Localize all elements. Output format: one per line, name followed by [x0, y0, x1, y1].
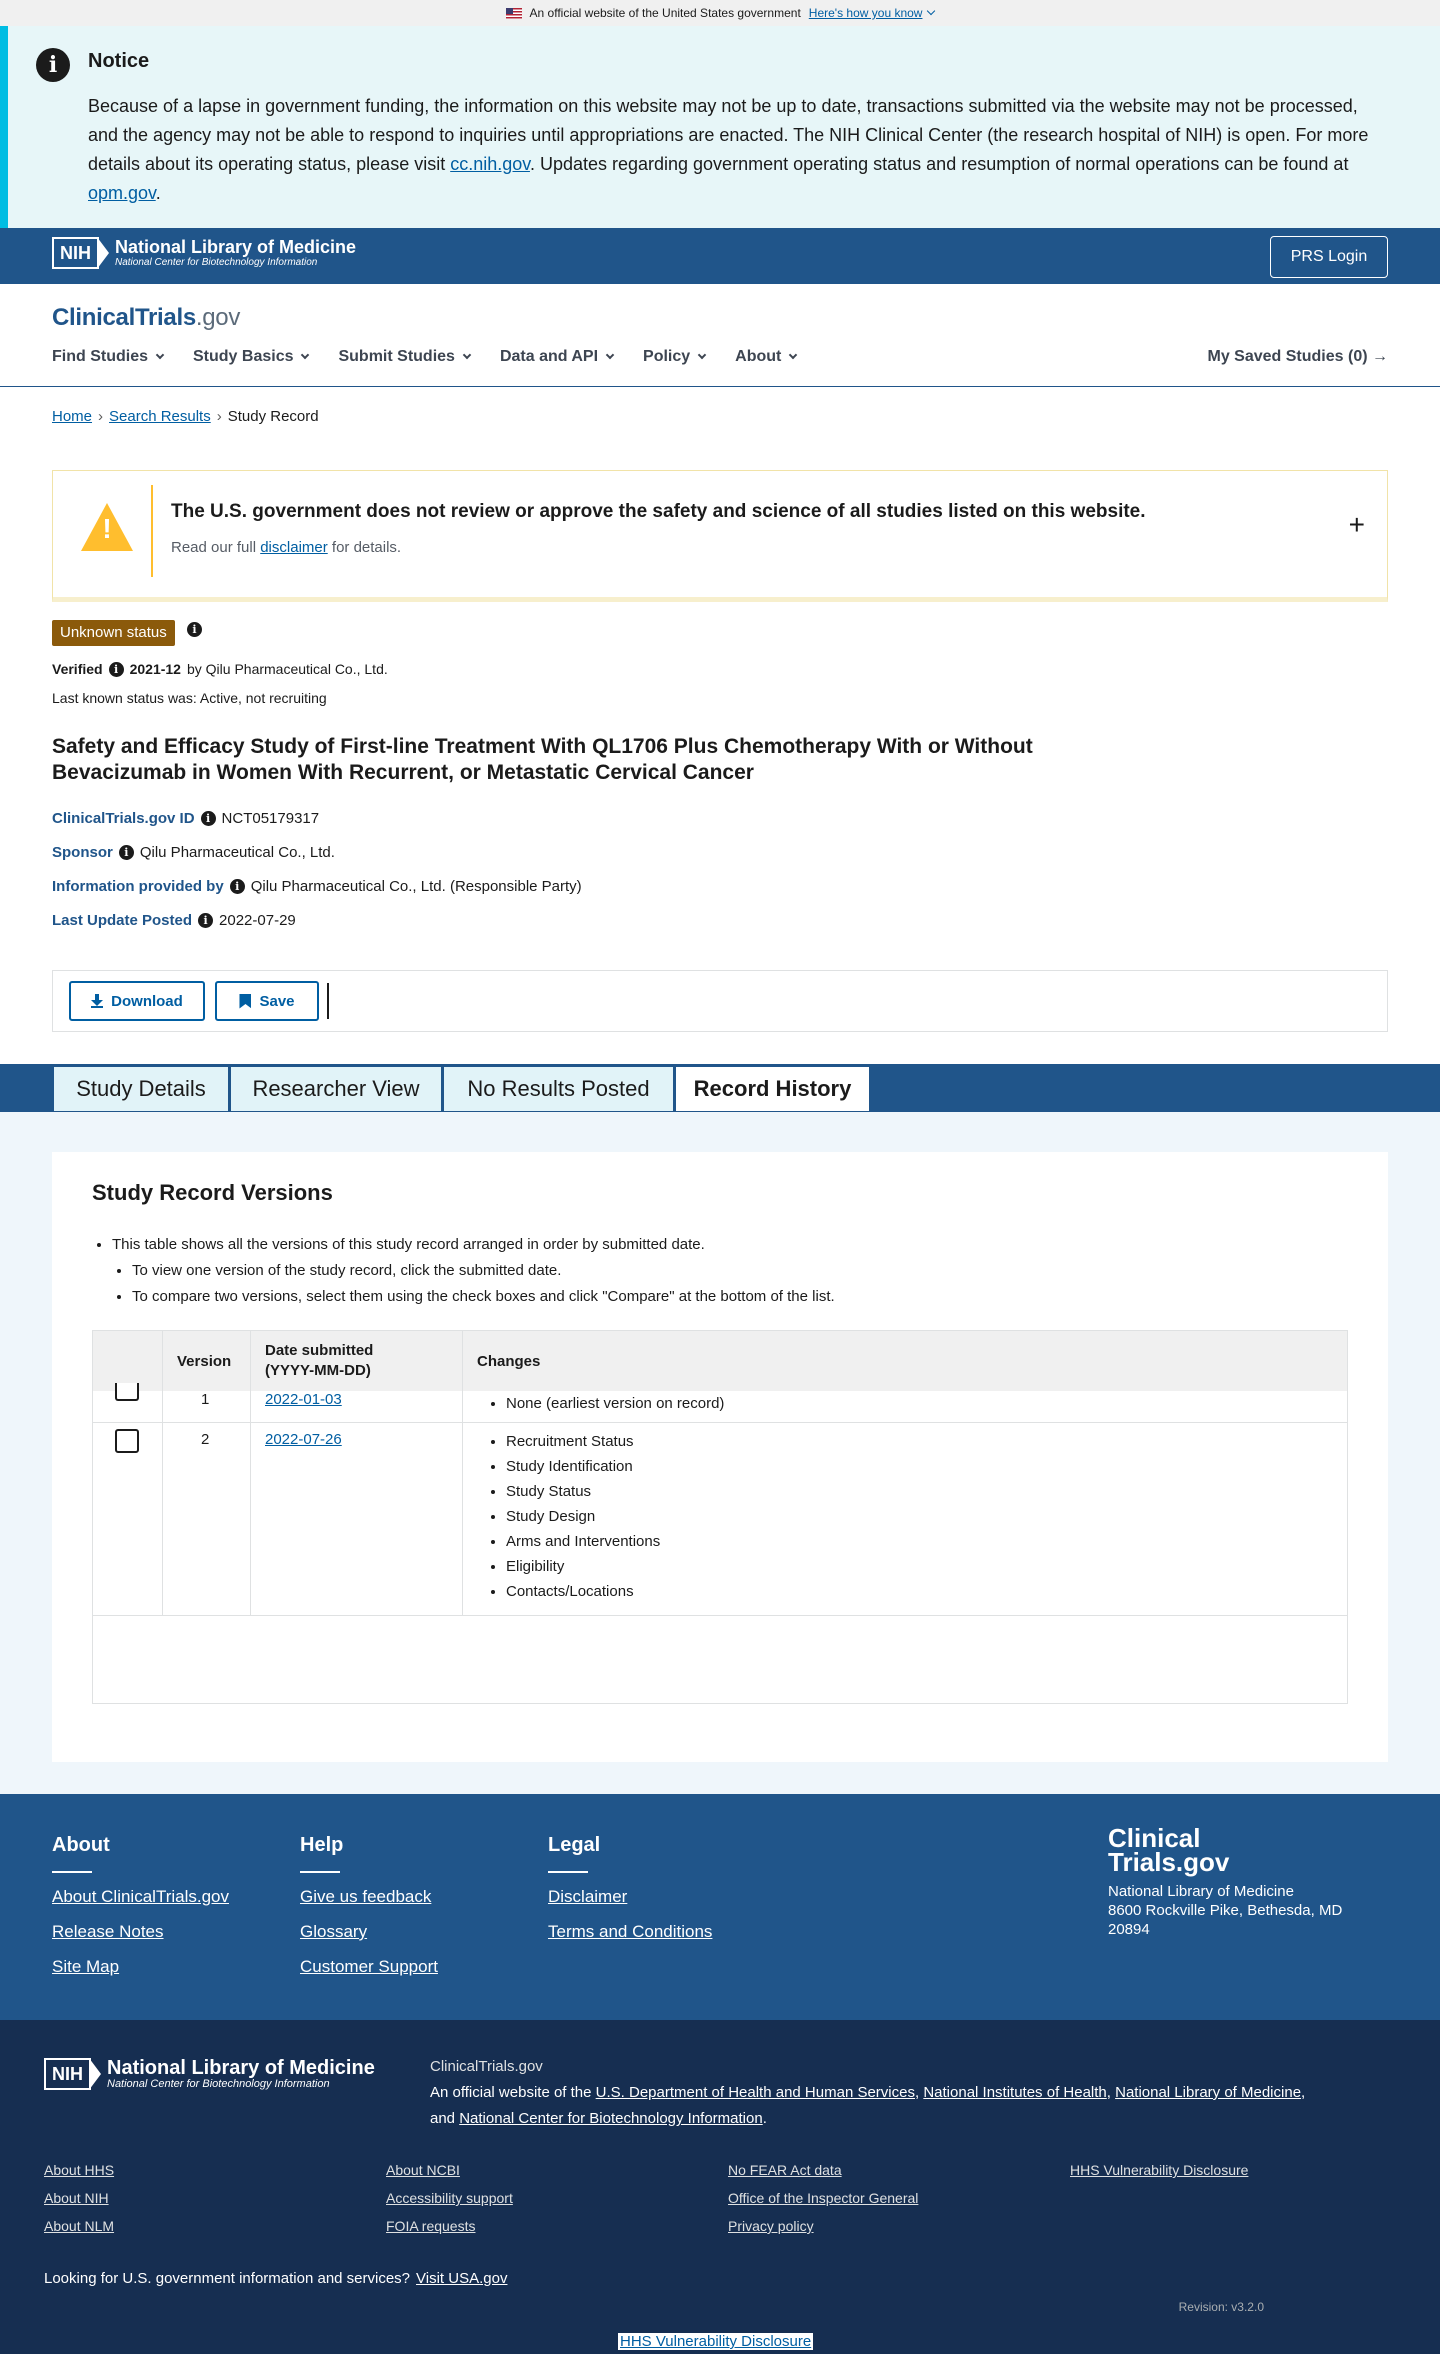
- study-record-versions-card: [52, 1152, 1388, 1762]
- chevron-down-icon: [927, 7, 935, 15]
- instruction-compare: • To compare two versions, select them using the check boxes and click "Compare" at the bottom of the list.: [132, 1284, 835, 1310]
- download-button[interactable]: Download: [69, 981, 205, 1021]
- disclaimer-link[interactable]: disclaimer: [260, 539, 328, 556]
- last-update-row: [52, 912, 296, 929]
- chevron-down-icon: [789, 351, 797, 359]
- nlm-links-col2: [386, 2156, 513, 2240]
- version-date-link[interactable]: 2022-01-03: [265, 1391, 342, 1408]
- nav-data-and-api[interactable]: Data and API: [500, 348, 613, 366]
- my-saved-studies-link[interactable]: My Saved Studies (0) →: [1207, 348, 1388, 365]
- warning-exclamation-icon: !: [102, 513, 112, 544]
- tab-no-results-posted[interactable]: No Results Posted: [443, 1066, 674, 1112]
- footer-link-glossary[interactable]: Glossary: [300, 1922, 368, 1941]
- notice-text: Because of a lapse in government funding, the information on this website may not be up to date, transactions submitted via the website may not be processed, and the agency may not be able to respond to inquiries until appropriations are enacted. The NIH Clinical Center (the research hospital of NIH) is open. For more details about its operating status, please visit cc.nih.gov. Updates regarding government operating status and resumption of normal operations can be found at opm.gov.: [88, 96, 1369, 203]
- sponsor-info-icon[interactable]: i: [119, 845, 134, 860]
- last-update-value: 2022-07-29: [219, 912, 296, 929]
- accessibility-link[interactable]: Accessibility support: [386, 2190, 513, 2206]
- revision-label: Revision: v3.2.0: [1178, 2300, 1264, 2314]
- breadcrumb-home[interactable]: Home: [52, 408, 93, 425]
- table-header: [93, 1331, 1347, 1391]
- funding-notice: [0, 26, 1440, 228]
- vulnerability-disclosure-link[interactable]: HHS Vulnerability Disclosure: [1070, 2162, 1249, 2178]
- study-id-value: NCT05179317: [221, 810, 320, 827]
- footer-link-about-ct[interactable]: About ClinicalTrials.gov: [52, 1887, 229, 1906]
- instruction-view: • To view one version of the study record, click the submitted date.: [132, 1258, 835, 1284]
- nih-badge: NIH: [52, 237, 99, 269]
- nav-about[interactable]: About: [735, 348, 796, 366]
- sponsor-row: [52, 844, 335, 861]
- clinicaltrials-logo[interactable]: ClinicalTrials.gov: [52, 304, 241, 331]
- nih-header-bar: [0, 228, 1440, 284]
- actions-divider: [327, 983, 329, 1019]
- breadcrumb: [52, 408, 319, 425]
- version-date-link[interactable]: 2022-07-26: [265, 1431, 342, 1448]
- breadcrumb-search-results[interactable]: Search Results: [109, 408, 211, 425]
- nih-link[interactable]: National Institutes of Health: [923, 2084, 1107, 2101]
- info-provided-row: [52, 878, 582, 895]
- chevron-down-icon: [463, 351, 471, 359]
- info-provided-label: Information provided by: [52, 878, 224, 895]
- tab-researcher-view[interactable]: Researcher View: [230, 1066, 442, 1112]
- download-icon: [91, 994, 103, 1008]
- inspector-general-link[interactable]: Office of the Inspector General: [728, 2190, 919, 2206]
- footer-legal: Legal Disclaimer Terms and Conditions: [548, 1834, 713, 1941]
- nlm-footer: [0, 2020, 1440, 2354]
- tab-study-details[interactable]: Study Details: [53, 1066, 229, 1112]
- nav-find-studies[interactable]: Find Studies: [52, 348, 163, 366]
- gov-banner: [0, 0, 1440, 26]
- no-fear-link[interactable]: No FEAR Act data: [728, 2162, 842, 2178]
- nlm-link[interactable]: National Library of Medicine: [1115, 2084, 1302, 2101]
- versions-instructions: [112, 1232, 835, 1310]
- footer-link-disclaimer[interactable]: Disclaimer: [548, 1887, 628, 1906]
- chevron-down-icon: [698, 351, 706, 359]
- versions-table: [92, 1330, 1348, 1704]
- site-header: [0, 284, 1440, 387]
- nav-study-basics[interactable]: Study Basics: [193, 348, 308, 366]
- table-row: [93, 1391, 1347, 1423]
- disclaimer-divider: [151, 485, 153, 577]
- footer-link-customer-support[interactable]: Customer Support: [300, 1957, 438, 1976]
- hhs-link[interactable]: U.S. Department of Health and Human Services: [595, 2084, 915, 2101]
- nlm-footer-logo[interactable]: NIH National Library of Medicine National Center for Biotechnology Information: [44, 2058, 375, 2090]
- versions-title: Study Record Versions: [92, 1180, 333, 1205]
- footer-org: National Library of Medicine: [1108, 1883, 1294, 1900]
- about-hhs-link[interactable]: About HHS: [44, 2162, 115, 2178]
- version-number: 1: [201, 1391, 210, 1408]
- nav-policy[interactable]: Policy: [643, 348, 705, 366]
- about-ncbi-link[interactable]: About NCBI: [386, 2162, 460, 2178]
- col-header-changes: Changes: [477, 1352, 541, 1370]
- ncbi-name: National Center for Biotechnology Information: [115, 257, 318, 268]
- prs-login-button[interactable]: PRS Login: [1270, 236, 1388, 278]
- foia-link[interactable]: FOIA requests: [386, 2218, 476, 2234]
- status-info-icon[interactable]: i: [187, 622, 202, 637]
- main-nav: [52, 348, 796, 366]
- site-footer: [0, 1794, 1440, 2020]
- breadcrumb-current: Study Record: [227, 408, 319, 425]
- heres-how-you-know-link[interactable]: Here's how you know: [809, 6, 935, 20]
- nlm-footer-description: ClinicalTrials.gov An official website of the U.S. Department of Health and Human Services, National Institutes of Health, National Library of Medicine, and National Center for Biotechnology Information.: [430, 2058, 1306, 2127]
- arrow-right-icon: →: [1372, 348, 1388, 365]
- study-title: Safety and Efficacy Study of First-line Treatment With QL1706 Plus Chemotherapy With or Without Bevacizumab in Women With Recurrent, or Metastatic Cervical Cancer: [52, 735, 1033, 784]
- nlm-links-col1: [44, 2156, 114, 2240]
- version-checkbox[interactable]: [115, 1429, 139, 1453]
- disclaimer-alert: [52, 470, 1388, 602]
- nlm-name: National Library of Medicine: [115, 237, 357, 257]
- study-id-info-icon[interactable]: i: [201, 811, 216, 826]
- verified-by: by Qilu Pharmaceutical Co., Ltd.: [186, 661, 388, 677]
- info-provided-value: Qilu Pharmaceutical Co., Ltd. (Responsible Party): [250, 878, 582, 895]
- bookmark-icon: [239, 994, 251, 1009]
- study-tabs: [0, 1064, 1440, 1112]
- usa-gov-link[interactable]: Visit USA.gov: [416, 2270, 508, 2287]
- notice-title: Notice: [88, 50, 150, 72]
- expand-plus-icon[interactable]: +: [1348, 509, 1365, 540]
- status-badge: Unknown status: [52, 620, 175, 646]
- last-known-status: Last known status was: Active, not recruiting: [52, 690, 327, 706]
- disclaimer-text: Read our full disclaimer for details.: [171, 539, 402, 556]
- nlm-logo[interactable]: [52, 237, 356, 269]
- verified-info-icon[interactable]: i: [109, 662, 124, 677]
- chevron-down-icon: [156, 351, 164, 359]
- version-checkbox[interactable]: [115, 1383, 139, 1401]
- chevron-down-icon: [606, 351, 614, 359]
- last-update-label: Last Update Posted: [52, 912, 193, 929]
- table-row: [93, 1423, 1347, 1616]
- footer-link-site-map[interactable]: Site Map: [52, 1957, 120, 1976]
- us-flag-icon: [506, 8, 522, 19]
- footer-link-terms[interactable]: Terms and Conditions: [548, 1922, 713, 1941]
- footer-link-release-notes[interactable]: Release Notes: [52, 1922, 164, 1941]
- footer-link-feedback[interactable]: Give us feedback: [300, 1887, 432, 1906]
- footer-brand: [1108, 1823, 1368, 1939]
- nav-submit-studies[interactable]: Submit Studies: [338, 348, 469, 366]
- bottom-vulnerability-link[interactable]: HHS Vulnerability Disclosure: [620, 2333, 812, 2350]
- breadcrumb-separator-icon: ›: [216, 408, 222, 425]
- study-id-row: [52, 810, 319, 827]
- nlm-links-col3: [728, 2156, 918, 2240]
- ncbi-link[interactable]: National Center for Biotechnology Information: [459, 2110, 763, 2127]
- opm-link[interactable]: opm.gov: [88, 183, 156, 203]
- footer-about: About About ClinicalTrials.gov Release Notes Site Map: [52, 1834, 229, 1976]
- disclaimer-title: The U.S. government does not review or approve the safety and science of all studies listed on this website.: [171, 501, 1146, 522]
- save-button[interactable]: Save: [215, 981, 319, 1021]
- privacy-policy-link[interactable]: Privacy policy: [728, 2218, 814, 2234]
- info-provided-info-icon[interactable]: i: [230, 879, 245, 894]
- breadcrumb-separator-icon: ›: [98, 408, 104, 425]
- chevron-down-icon: [301, 351, 309, 359]
- footer-help: Help Give us feedback Glossary Customer Support: [300, 1834, 438, 1976]
- nih-badge: NIH: [44, 2058, 91, 2090]
- col-header-version: Version: [177, 1352, 232, 1370]
- about-nih-link[interactable]: About NIH: [44, 2190, 109, 2206]
- version-changes: • None (earliest version on record): [488, 1391, 724, 1416]
- version-changes: • Recruitment Status • Study Identification • Study Status • Study Design • Arms and Interventions • Eligibility • Contacts/Locations: [488, 1429, 660, 1604]
- verified-label: Verified: [52, 661, 103, 677]
- sponsor-value: Qilu Pharmaceutical Co., Ltd.: [139, 844, 335, 861]
- last-update-info-icon[interactable]: i: [198, 913, 213, 928]
- instruction-main: • This table shows all the versions of this study record arranged in order by submitted date.: [112, 1232, 835, 1258]
- tab-record-history[interactable]: Record History: [675, 1066, 870, 1112]
- cc-nih-link[interactable]: cc.nih.gov: [450, 154, 530, 174]
- sponsor-label: Sponsor: [52, 844, 113, 861]
- footer-address: 8600 Rockville Pike, Bethesda, MD 20894: [1108, 1902, 1343, 1938]
- usa-gov-line: Looking for U.S. government information and services? Visit USA.gov: [44, 2270, 508, 2287]
- info-icon: i: [36, 48, 70, 82]
- col-header-date: Date submitted (YYYY-MM-DD): [265, 1342, 374, 1379]
- version-number: 2: [201, 1431, 210, 1448]
- verified-date: 2021-12: [129, 661, 181, 677]
- study-id-label: ClinicalTrials.gov ID: [52, 810, 195, 827]
- about-nlm-link[interactable]: About NLM: [44, 2218, 115, 2234]
- verified-line: [52, 661, 388, 677]
- gov-banner-text: An official website of the United States government: [529, 6, 801, 20]
- nlm-links-col4: [1070, 2156, 1248, 2184]
- actions-bar: [52, 970, 1388, 1032]
- footer-ct-logo: Clinical Trials.gov: [1108, 1823, 1230, 1877]
